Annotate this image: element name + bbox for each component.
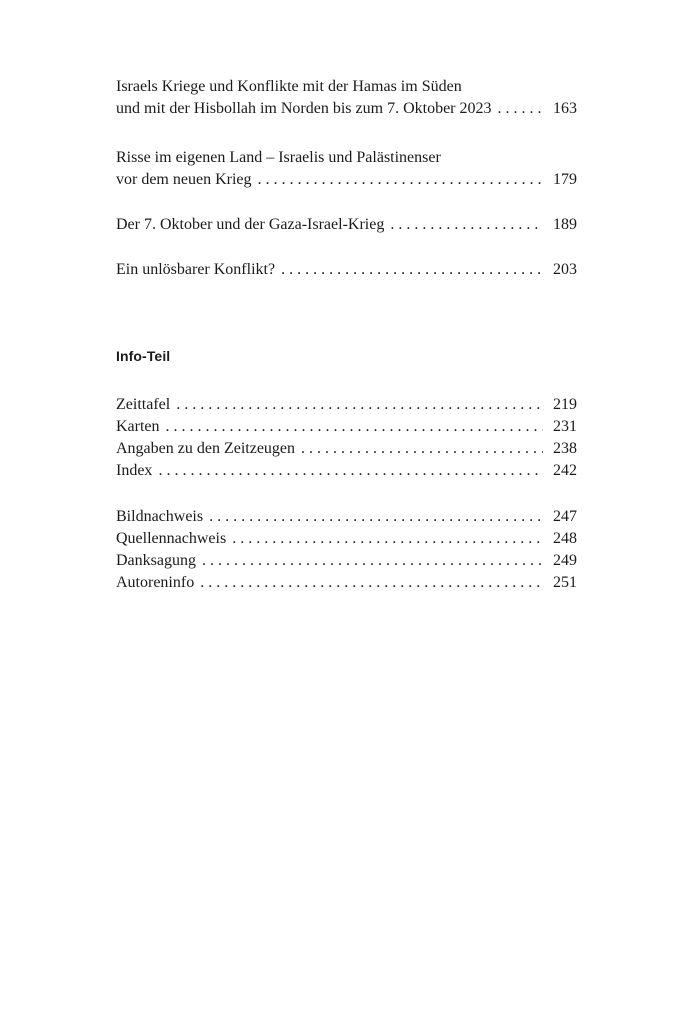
info-item-label: Karten	[116, 418, 160, 435]
info-list-group	[116, 506, 577, 594]
info-item-label: Bildnachweis	[116, 508, 204, 525]
dot-leader	[176, 394, 543, 416]
info-item-label: Quellennachweis	[116, 530, 227, 547]
dot-leader	[202, 550, 543, 572]
page-number: 242	[553, 462, 577, 479]
dot-leader	[166, 416, 543, 438]
toc-entry-title-line: und mit der Hisbollah im Norden bis zum 7. Oktober 2023	[116, 100, 492, 117]
toc-entry[interactable]	[116, 76, 577, 120]
info-item-label: Angaben zu den Zeitzeugen	[116, 440, 296, 457]
info-item-label: Danksagung	[116, 552, 196, 569]
page-number: 238	[553, 440, 577, 457]
dot-leader	[158, 460, 543, 482]
info-list-group	[116, 394, 577, 482]
page-number: 179	[553, 171, 577, 188]
info-list-item[interactable]	[116, 572, 577, 594]
toc-entry-title-line: Israels Kriege und Konflikte mit der Hamas im Süden	[116, 78, 462, 95]
page-number: 248	[553, 530, 577, 547]
info-list-item[interactable]	[116, 506, 577, 528]
dot-leader	[390, 214, 543, 236]
toc-entry-leader-row	[116, 169, 577, 191]
toc-entry-leader-row	[116, 98, 577, 120]
toc-entry-title-line: Der 7. Oktober und der Gaza-Israel-Krieg	[116, 216, 385, 233]
page-number: 231	[553, 418, 577, 435]
page-number: 189	[553, 216, 577, 233]
dot-leader	[232, 528, 543, 550]
page-number: 247	[553, 508, 577, 525]
info-list-item[interactable]	[116, 460, 577, 482]
info-list-item[interactable]	[116, 550, 577, 572]
info-list-item[interactable]	[116, 528, 577, 550]
toc-entry-title-line: vor dem neuen Krieg	[116, 171, 252, 188]
toc-entry-title-line: Ein unlösbarer Konflikt?	[116, 261, 276, 278]
dot-leader	[301, 438, 543, 460]
info-list-item[interactable]	[116, 394, 577, 416]
page-number: 249	[553, 552, 577, 569]
dot-leader	[209, 506, 543, 528]
page-number: 251	[553, 574, 577, 591]
toc-entry[interactable]	[116, 214, 577, 236]
page-number: 163	[553, 100, 577, 117]
info-list-item[interactable]	[116, 416, 577, 438]
toc-entry[interactable]	[116, 259, 577, 281]
info-item-label: Autoreninfo	[116, 574, 195, 591]
info-list-item[interactable]	[116, 438, 577, 460]
section-heading: Info-Teil	[116, 348, 171, 364]
info-item-label: Zeittafel	[116, 396, 171, 413]
toc-entry-leader-row	[116, 259, 577, 281]
info-item-label: Index	[116, 462, 153, 479]
toc-entry-title-line: Risse im eigenen Land – Israelis und Palästinenser	[116, 149, 441, 166]
page-number: 219	[553, 396, 577, 413]
toc-entry-leader-row	[116, 214, 577, 236]
dot-leader	[281, 259, 543, 281]
dot-leader	[498, 98, 543, 120]
toc-entry[interactable]	[116, 147, 577, 191]
page-number: 203	[553, 261, 577, 278]
dot-leader	[200, 572, 543, 594]
dot-leader	[258, 169, 543, 191]
